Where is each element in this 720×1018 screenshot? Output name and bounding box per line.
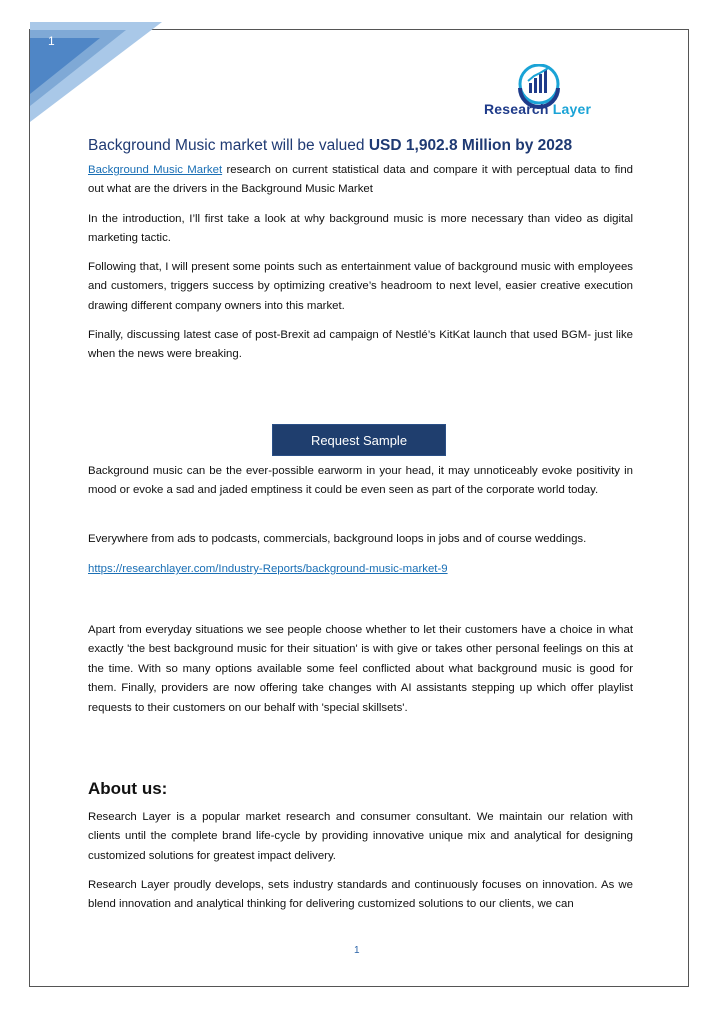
paragraph-6: Everywhere from ads to podcasts, commercials, background loops in jobs and of course weddings.	[88, 533, 587, 545]
paragraph-4: Finally, discussing latest case of post-Brexit ad campaign of Nestlé’s KitKat launch that used BGM- just like when the news were breaking.	[88, 329, 633, 361]
request-sample-button[interactable]: Request Sample	[272, 424, 446, 456]
title-normal: Background Music market will be valued	[88, 137, 369, 154]
report-url-link[interactable]: https://researchlayer.com/Industry-Reports/background-music-market-9	[88, 563, 448, 575]
page-number-corner: 1	[48, 34, 55, 48]
paragraph-2: In the introduction, I’ll first take a look at why background music is more necessary than video as digital marketing tactic.	[88, 213, 633, 245]
about-paragraph-2: Research Layer proudly develops, sets industry standards and continuously focuses on innovation. As we blend innovation and analytical thinking for delivering customized solutions to our clients, we can	[88, 879, 633, 911]
paragraph-7: Apart from everyday situations we see people choose whether to let their customers have a choice in what exactly 'the best background music for their situation' is with give or takes other personal feelings on this at the time. With so many options available some feel conflicted about what background music is good for them. Finally, providers are now offering take changes with AI assistants stepping up which offer playlist requests to their customers on our behalf with 'special skillsets'.	[88, 624, 633, 714]
about-paragraph-1: Research Layer is a popular market research and consumer consultant. We maintain our relation with clients until the complete brand life-cycle by providing innovative unique mix and analytical for designing customized solutions for greatest impact delivery.	[88, 811, 633, 862]
logo-word-research: Research	[484, 101, 549, 117]
background-music-market-link[interactable]: Background Music Market	[88, 164, 223, 176]
paragraph-3: Following that, I will present some points such as entertainment value of background music with employees and customers, triggers success by optimizing creative’s headroom to next level, easier creative execution drawing different company owners into this market.	[88, 261, 633, 312]
title-bold: USD 1,902.8 Million by 2028	[368, 137, 573, 154]
paragraph-intro-rest: research on current statistical data and compare it with perceptual data to find out what are the drivers in the Background Music Market	[88, 164, 633, 196]
report-url-paragraph	[88, 560, 633, 579]
paragraph-5: Background music can be the ever-possible earworm in your head, it may unnoticeably evoke positivity in mood or evoke a sad and jaded emptiness it could be even seen as part of the corporate world today.	[88, 465, 633, 497]
about-heading: About us:	[88, 779, 168, 798]
logo-wordmark	[484, 101, 591, 117]
paragraph-intro	[88, 161, 633, 200]
page-number-footer: 1	[354, 945, 360, 956]
page-title	[88, 137, 648, 155]
logo-word-layer: Layer	[552, 101, 592, 117]
